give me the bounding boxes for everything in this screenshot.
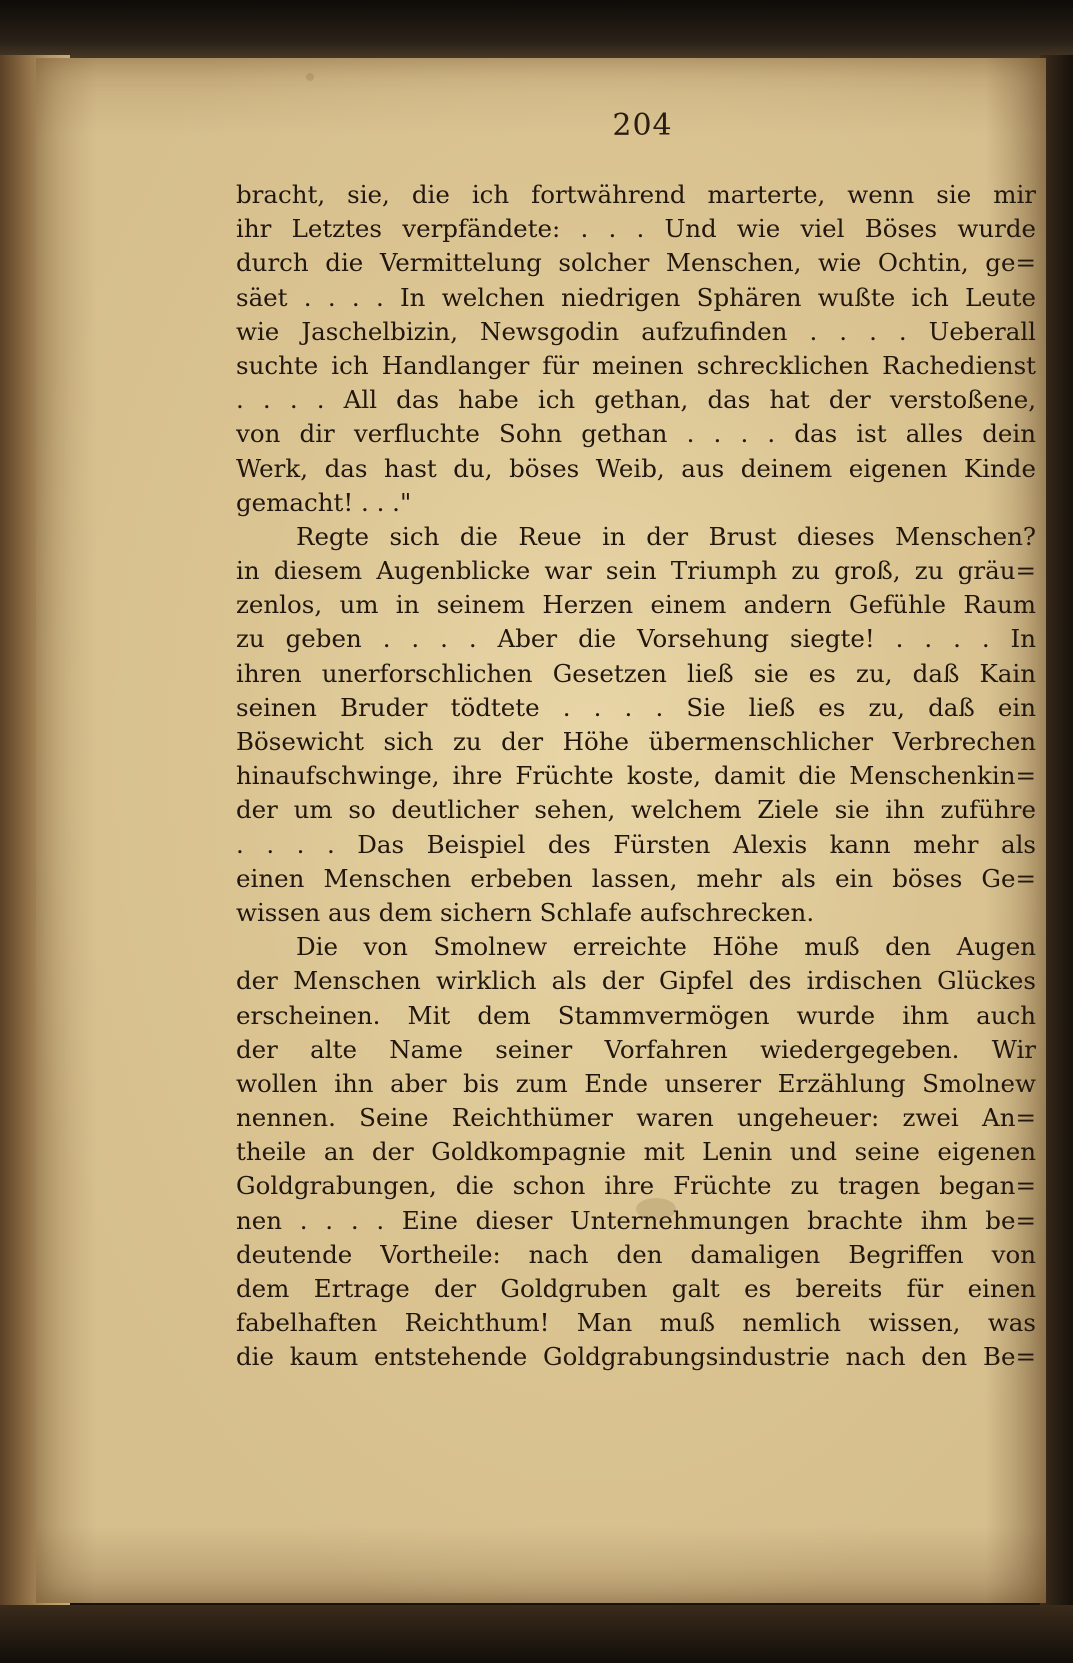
text-line: zenlos, um in seinem Herzen einem andern Gefühle Raum [236,590,1036,620]
text-line: deutende Vortheile: nach den damaligen Begriffen von [236,1239,1036,1269]
text-line: hinaufschwinge, ihre Früchte koste, damit die Menschenkin= [236,761,1036,791]
text-line: Goldgrabungen, die schon ihre Früchte zu tragen began= [236,1171,1036,1201]
text-line: ihren unerforschlichen Gesetzen ließ sie es zu, daß Kain [236,658,1036,688]
text-line: . . . . All das habe ich gethan, das hat der verstoßene, [236,385,1036,415]
text-line: seinen Bruder tödtete . . . . Sie ließ es zu, daß ein [236,692,1036,722]
text-line: säet . . . . In welchen niedrigen Sphären wußte ich Leute [236,282,1036,312]
text-line: bracht, sie, die ich fortwährend marterte, wenn sie mir [236,180,1036,209]
text-line: dem Ertrage der Goldgruben galt es bereits für einen [236,1274,1036,1303]
book-top-edge [0,0,1073,60]
text-line: . . . . Das Beispiel des Fürsten Alexis kann mehr als [236,829,1036,859]
text-line: fabelhaften Reichthum! Man muß nemlich wissen, was [236,1308,1036,1338]
text-line: Die von Smolnew erreichte Höhe muß den Augen [296,932,1036,962]
text-line: der um so deutlicher sehen, welchem Ziele sie ihn zuführe [236,795,1036,825]
text-line: nen . . . . Eine dieser Unternehmungen brachte ihm be= [236,1205,1036,1235]
text-line: die kaum entstehende Goldgrabungsindustrie nach den Be= [236,1342,1036,1372]
text-line: Bösewicht sich zu der Höhe übermenschlicher Verbrechen [236,727,1036,756]
text-line: gemacht! . . ." [236,487,412,517]
text-line: zu geben . . . . Aber die Vorsehung siegte! . . . . In [236,624,1036,654]
text-line: wissen aus dem sichern Schlafe aufschrecken. [236,897,815,927]
text-line: suchte ich Handlanger für meinen schrecklichen Rachedienst [236,350,1036,380]
text-line: einen Menschen erbeben lassen, mehr als ein böses Ge= [236,863,1036,893]
text-line: Regte sich die Reue in der Brust dieses Menschen? [296,521,1036,551]
text-line: von dir verfluchte Sohn gethan . . . . das ist alles dein [236,419,1036,449]
text-line: nennen. Seine Reichthümer waren ungeheuer: zwei An= [236,1103,1036,1133]
book-bottom-edge [0,1605,1073,1663]
text-line: der alte Name seiner Vorfahren wiedergegeben. Wir [236,1034,1036,1064]
text-line: wie Jaschelbizin, Newsgodin aufzufinden . . . . Ueberall [236,316,1036,346]
text-line: theile an der Goldkompagnie mit Lenin und seine eigenen [236,1137,1036,1167]
ink-speck [306,73,314,81]
text-line: erscheinen. Mit dem Stammvermögen wurde ihm auch [236,1000,1036,1030]
text-line: wollen ihn aber bis zum Ende unserer Erzählung Smolnew [236,1068,1036,1098]
text-line: durch die Vermittelung solcher Menschen, wie Ochtin, ge= [236,248,1036,278]
text-line: Werk, das hast du, böses Weib, aus deinem eigenen Kinde [236,453,1036,483]
page-text [236,178,1036,1375]
text-line: in diesem Augenblicke war sein Triumph zu groß, zu gräu= [236,556,1036,586]
text-line: ihr Letztes verpfändete: . . . Und wie viel Böses wurde [236,214,1036,244]
text-line: der Menschen wirklich als der Gipfel des irdischen Glückes [236,966,1036,996]
page-number: 204 [612,108,673,143]
